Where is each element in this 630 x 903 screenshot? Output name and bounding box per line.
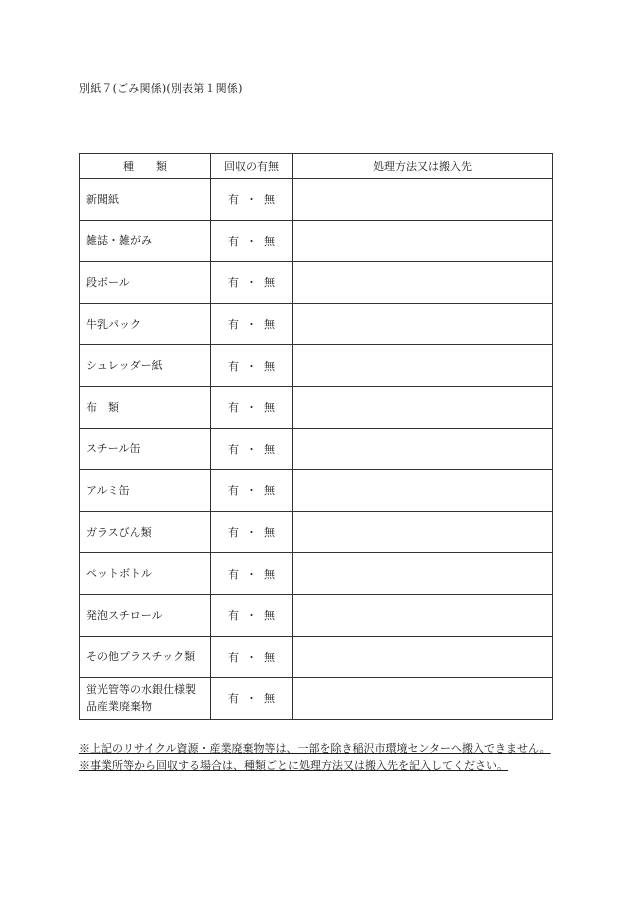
destination-cell[interactable] xyxy=(293,220,553,262)
option-no[interactable]: 無 xyxy=(264,359,275,373)
table-row xyxy=(80,678,553,720)
type-cell: スチール缶 xyxy=(80,428,211,470)
table-row xyxy=(80,553,553,595)
option-no[interactable]: 無 xyxy=(264,650,275,664)
option-yes[interactable]: 有 xyxy=(228,567,239,581)
option-yes[interactable]: 有 xyxy=(228,526,239,540)
collection-choice[interactable] xyxy=(211,511,293,553)
separator-dot: ・ xyxy=(246,359,257,373)
header-collection: 回収の有無 xyxy=(211,154,293,179)
table-row xyxy=(80,262,553,304)
note-1: ※上記のリサイクル資源・産業廃棄物等は、一部を除き稲沢市環境センターへ搬入できません。 xyxy=(79,742,551,755)
recycling-table xyxy=(79,153,553,720)
table-row xyxy=(80,303,553,345)
table-row xyxy=(80,386,553,428)
type-cell: ガラスびん類 xyxy=(80,511,211,553)
collection-choice[interactable] xyxy=(211,179,293,221)
option-no[interactable]: 無 xyxy=(264,276,275,290)
separator-dot: ・ xyxy=(246,484,257,498)
table-row xyxy=(80,470,553,512)
table-header-row xyxy=(80,154,553,179)
destination-cell[interactable] xyxy=(293,345,553,387)
separator-dot: ・ xyxy=(246,318,257,332)
collection-choice[interactable] xyxy=(211,262,293,304)
option-no[interactable]: 無 xyxy=(264,401,275,415)
type-cell: アルミ缶 xyxy=(80,470,211,512)
destination-cell[interactable] xyxy=(293,636,553,678)
collection-choice[interactable] xyxy=(211,553,293,595)
option-no[interactable]: 無 xyxy=(264,567,275,581)
separator-dot: ・ xyxy=(246,567,257,581)
separator-dot: ・ xyxy=(246,401,257,415)
header-destination: 処理方法又は搬入先 xyxy=(293,154,553,179)
type-cell: 新聞紙 xyxy=(80,179,211,221)
type-cell: 蛍光管等の水銀仕様製品産業廃棄物 xyxy=(80,678,211,720)
table-row xyxy=(80,594,553,636)
option-yes[interactable]: 有 xyxy=(228,609,239,623)
collection-choice[interactable] xyxy=(211,345,293,387)
type-cell: 段ボール xyxy=(80,262,211,304)
separator-dot: ・ xyxy=(246,234,257,248)
option-yes[interactable]: 有 xyxy=(228,401,239,415)
destination-cell[interactable] xyxy=(293,553,553,595)
option-yes[interactable]: 有 xyxy=(228,276,239,290)
table-row xyxy=(80,428,553,470)
option-yes[interactable]: 有 xyxy=(228,692,239,706)
option-yes[interactable]: 有 xyxy=(228,193,239,207)
separator-dot: ・ xyxy=(246,276,257,290)
destination-cell[interactable] xyxy=(293,262,553,304)
option-no[interactable]: 無 xyxy=(264,526,275,540)
option-no[interactable]: 無 xyxy=(264,442,275,456)
collection-choice[interactable] xyxy=(211,428,293,470)
table-row xyxy=(80,636,553,678)
type-cell: 発泡スチロール xyxy=(80,594,211,636)
separator-dot: ・ xyxy=(246,692,257,706)
separator-dot: ・ xyxy=(246,526,257,540)
option-yes[interactable]: 有 xyxy=(228,359,239,373)
note-2: ※事業所等から回収する場合は、種類ごとに処理方法又は搬入先を記入してください。 xyxy=(79,759,508,772)
option-no[interactable]: 無 xyxy=(264,609,275,623)
destination-cell[interactable] xyxy=(293,179,553,221)
header-type: 種 類 xyxy=(80,154,211,179)
destination-cell[interactable] xyxy=(293,303,553,345)
type-cell: その他プラスチック類 xyxy=(80,636,211,678)
destination-cell[interactable] xyxy=(293,678,553,720)
type-cell: ペットボトル xyxy=(80,553,211,595)
table-row xyxy=(80,220,553,262)
collection-choice[interactable] xyxy=(211,594,293,636)
separator-dot: ・ xyxy=(246,650,257,664)
collection-choice[interactable] xyxy=(211,678,293,720)
separator-dot: ・ xyxy=(246,193,257,207)
collection-choice[interactable] xyxy=(211,303,293,345)
collection-choice[interactable] xyxy=(211,636,293,678)
collection-choice[interactable] xyxy=(211,220,293,262)
document-title: 別紙７(ごみ関係)(別表第１関係) xyxy=(79,82,243,95)
collection-choice[interactable] xyxy=(211,470,293,512)
type-cell: 雑誌・雑がみ xyxy=(80,220,211,262)
destination-cell[interactable] xyxy=(293,386,553,428)
option-yes[interactable]: 有 xyxy=(228,442,239,456)
option-no[interactable]: 無 xyxy=(264,234,275,248)
option-yes[interactable]: 有 xyxy=(228,484,239,498)
collection-choice[interactable] xyxy=(211,386,293,428)
destination-cell[interactable] xyxy=(293,428,553,470)
type-cell: 牛乳パック xyxy=(80,303,211,345)
destination-cell[interactable] xyxy=(293,470,553,512)
option-no[interactable]: 無 xyxy=(264,692,275,706)
option-no[interactable]: 無 xyxy=(264,484,275,498)
table-row xyxy=(80,179,553,221)
option-yes[interactable]: 有 xyxy=(228,650,239,664)
option-no[interactable]: 無 xyxy=(264,193,275,207)
table-body xyxy=(80,179,553,720)
option-yes[interactable]: 有 xyxy=(228,318,239,332)
separator-dot: ・ xyxy=(246,442,257,456)
type-cell: 布 類 xyxy=(80,386,211,428)
option-yes[interactable]: 有 xyxy=(228,234,239,248)
type-cell: シュレッダー紙 xyxy=(80,345,211,387)
separator-dot: ・ xyxy=(246,609,257,623)
table-row xyxy=(80,345,553,387)
option-no[interactable]: 無 xyxy=(264,318,275,332)
destination-cell[interactable] xyxy=(293,511,553,553)
destination-cell[interactable] xyxy=(293,594,553,636)
notes xyxy=(79,740,554,774)
table-row xyxy=(80,511,553,553)
